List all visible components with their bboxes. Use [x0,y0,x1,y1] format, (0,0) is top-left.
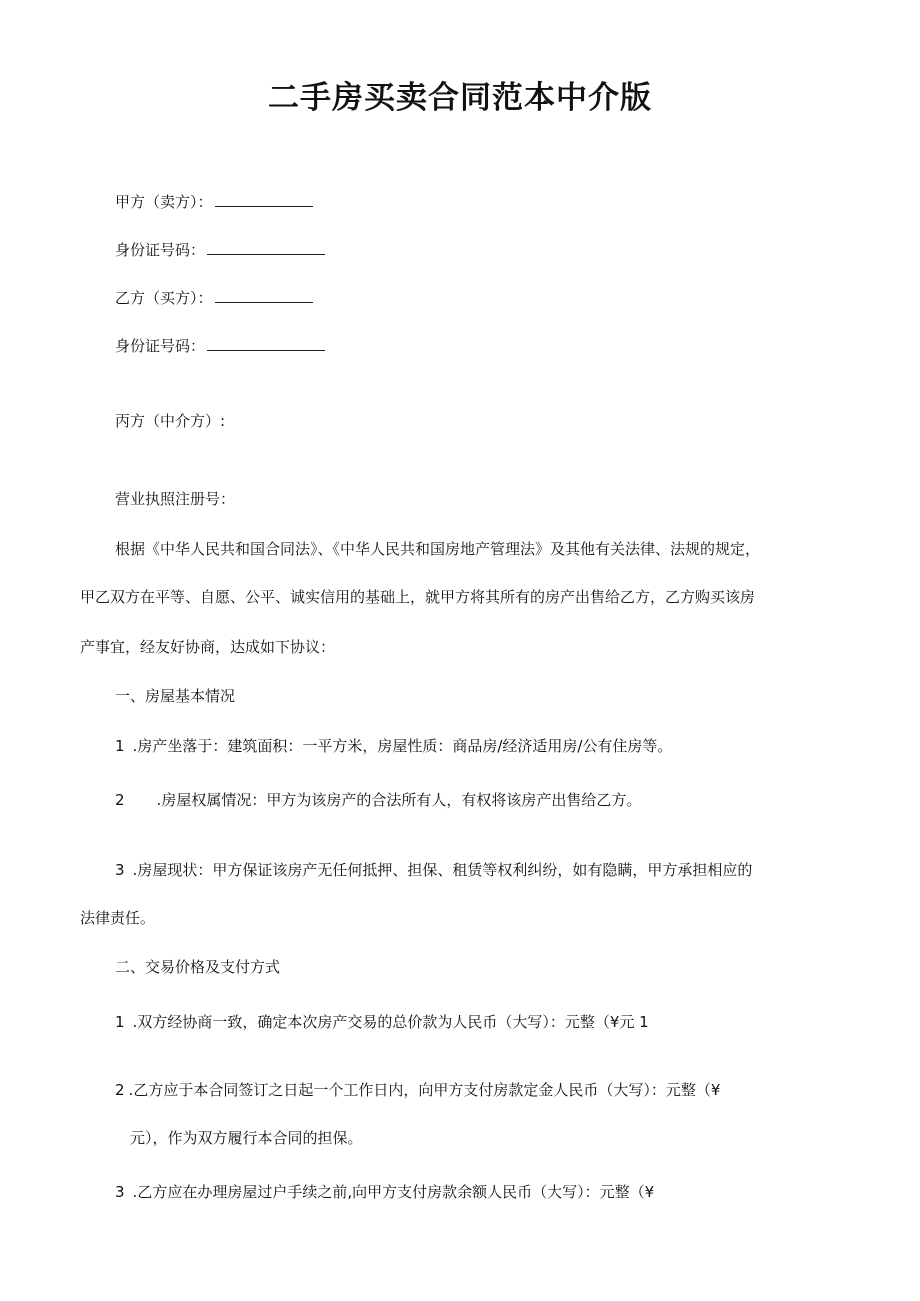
party-b-label: 乙方（买方）： [115,289,213,307]
party-b-line [115,288,313,308]
s2-item-2-num: 2 [115,1081,125,1099]
s2-item-3-num: 3 [115,1183,125,1201]
s2-item-2-text: .乙方应于本合同签订之日起一个工作日内，向甲方支付房款定金人民币（大写）：元整（¥ [128,1081,721,1099]
s1-item-3-num: 3 [115,861,125,879]
party-b-blank [215,288,313,303]
s1-item-3 [115,860,752,880]
party-a-id-label: 身份证号码： [115,241,206,259]
party-a-id-line [115,240,325,260]
party-a-line [115,192,313,212]
party-c-label: 丙方（中介方）: [115,412,226,430]
s2-item-1-num: 1 [115,1013,125,1031]
party-a-blank [215,192,313,207]
s1-item-2-num: 2 [115,791,125,809]
s2-item-1 [115,1012,649,1032]
s2-item-2 [115,1080,720,1100]
s1-item-2-text: .房屋权属情况：甲方为该房产的合法所有人，有权将该房产出售给乙方。 [156,791,642,809]
s1-item-3-text: .房屋现状：甲方保证该房产无任何抵押、担保、租赁等权利纠纷，如有隐瞒，甲方承担相应的 [132,861,753,879]
party-a-label: 甲方（卖方）： [115,193,213,211]
document-title: 二手房买卖合同范本中介版 [268,80,652,116]
party-b-id-blank [207,336,325,351]
intro-line-3: 产事宜，经友好协商，达成如下协议： [80,638,336,656]
s1-item-1-text: .房产坐落于：建筑面积：一平方米，房屋性质：商品房/经济适用房/公有住房等。 [132,737,673,755]
intro-line-1: 根据《中华人民共和国合同法》、《中华人民共和国房地产管理法》及其他有关法律、法规的规定， [115,540,761,558]
s2-item-3-text: .乙方应在办理房屋过户手续之前,向甲方支付房款余额人民币（大写）：元整（¥ [132,1183,655,1201]
s2-item-2-continuation: 元），作为双方履行本合同的担保。 [130,1129,363,1147]
s2-item-1-text: .双方经协商一致，确定本次房产交易的总价款为人民币（大写）：元整（¥元 1 [132,1013,649,1031]
s1-item-2 [115,790,641,810]
intro-line-2: 甲乙双方在平等、自愿、公平、诚实信用的基础上，就甲方将其所有的房产出售给乙方，乙方购买该房 [80,588,756,606]
s1-item-1 [115,736,672,756]
license-label: 营业执照注册号： [115,490,236,508]
party-b-id-line [115,336,325,356]
party-b-id-label: 身份证号码： [115,337,206,355]
s2-item-3 [115,1182,654,1202]
s1-item-1-num: 1 [115,737,125,755]
section-2-heading: 二、交易价格及支付方式 [115,958,281,976]
s1-item-3-continuation: 法律责任。 [80,909,156,927]
section-1-heading: 一、房屋基本情况 [115,687,236,705]
party-a-id-blank [207,240,325,255]
